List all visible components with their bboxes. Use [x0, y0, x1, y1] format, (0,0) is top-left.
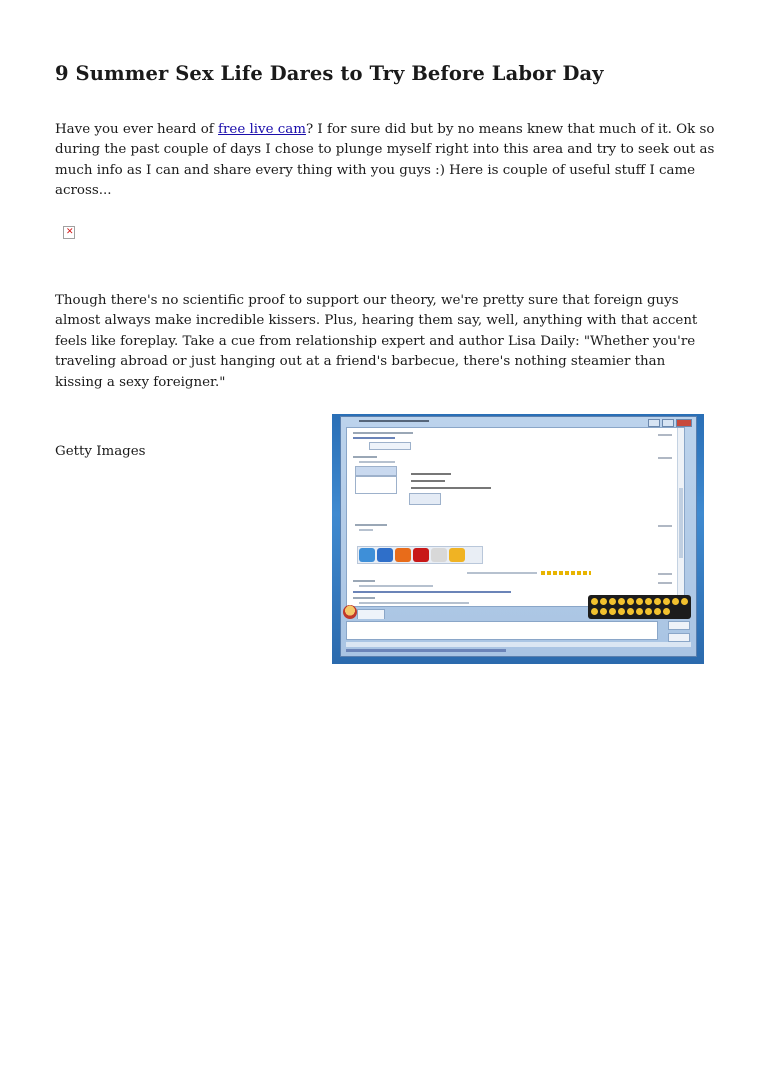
page-title: 9 Summer Sex Life Dares to Try Before Labor Day: [55, 62, 604, 85]
firefox-icon: [395, 548, 411, 562]
windows-icon: [359, 548, 375, 562]
chat-photo-frame: [355, 476, 397, 494]
chat-time: [658, 457, 672, 459]
chat-file-box: [409, 493, 441, 505]
chat-history: [346, 427, 685, 607]
status-bar-text: [346, 649, 506, 652]
chat-line: [353, 437, 395, 439]
chat-line: [359, 461, 395, 463]
send-button: [668, 633, 690, 642]
intro-paragraph: [55, 120, 715, 202]
free-live-cam-link[interactable]: free live cam: [218, 122, 306, 137]
chat-line: [353, 432, 413, 434]
kissers-paragraph: Though there's no scientific proof to support our theory, we're pretty sure that foreign guys almost always make incredible kissers. Plus, hearing them say, well, anything with that accent feels like foreplay. Take a cue from relationship expert and author Lisa Daily: "Whether you're traveling abroad or just hanging out at a friend's barbecue, there's nothing steamier than kissing a sexy foreigner.": [55, 293, 698, 390]
chat-line: [359, 585, 433, 587]
chat-line: [359, 529, 373, 531]
chat-line: [353, 580, 375, 582]
intro-text-start: Have you ever heard of: [55, 122, 219, 137]
maximize-icon: [662, 419, 674, 427]
chat-line: [359, 602, 469, 604]
chat-line: [467, 572, 537, 574]
message-input-area: [346, 621, 658, 640]
chat-time: [658, 525, 672, 527]
chat-line: [411, 480, 445, 482]
chat-scrollbar: [677, 428, 684, 606]
chat-chip: [369, 442, 411, 450]
messenger-window: [340, 416, 697, 657]
ie-icon: [377, 548, 393, 562]
chat-line: [353, 456, 377, 458]
smiley-icon: [449, 548, 465, 562]
browser-icons-row: [357, 546, 483, 564]
broken-image-x-icon: ✕: [66, 227, 74, 237]
conversation-tab: [357, 609, 385, 619]
intro-text-end: ? I for sure did but by no means knew that much of it. Ok so during the past couple of days I chose to plunge myself right into this area and try to seek out as much info as I can and share every thing with you guys :) Here is couple of useful stuff I came across...: [55, 122, 715, 199]
chat-time: [658, 582, 672, 584]
chat-link-line: [353, 591, 511, 593]
chat-time: [658, 573, 672, 575]
messenger-screenshot-image: [332, 414, 704, 664]
chat-time: [658, 434, 672, 436]
chat-line: [411, 473, 451, 475]
chat-line: [355, 524, 387, 526]
chat-line: [353, 597, 375, 599]
minimize-icon: [648, 419, 660, 427]
chat-photo-strip: [355, 466, 397, 476]
chat-line: [411, 487, 491, 489]
rating-stars: [541, 571, 591, 575]
emoticon-picker: [588, 595, 691, 619]
broken-image-icon: [63, 226, 75, 239]
title-bar-text: [359, 420, 429, 422]
formatting-toolbar: [346, 642, 691, 647]
safari-icon: [431, 548, 447, 562]
options-button: [668, 621, 690, 630]
window-controls: [648, 419, 692, 427]
image-caption: Getty Images: [55, 444, 146, 459]
close-icon: [676, 419, 692, 427]
opera-icon: [413, 548, 429, 562]
avatar-icon: [343, 605, 357, 619]
